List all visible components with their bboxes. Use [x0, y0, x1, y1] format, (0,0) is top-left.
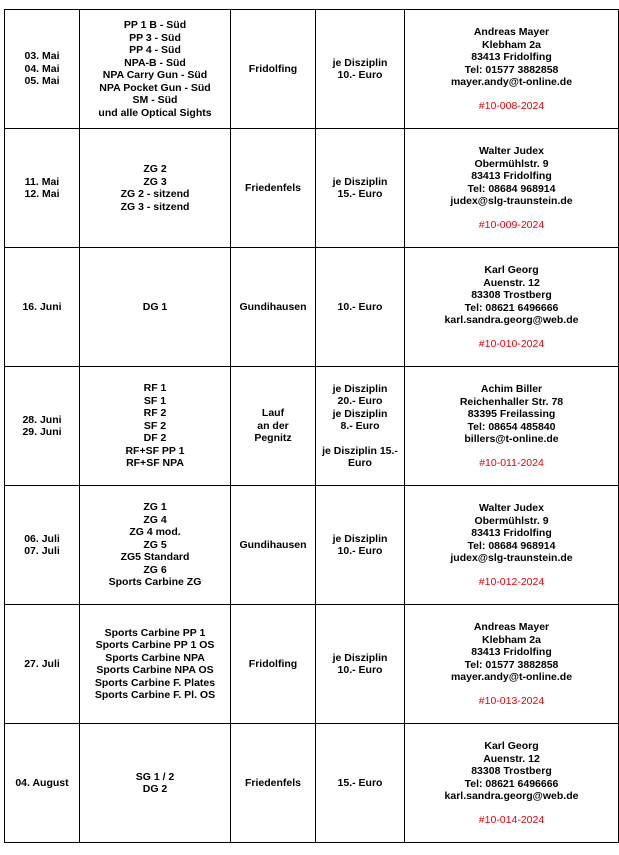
contact-line: Klebham 2a: [482, 38, 541, 51]
date-cell: [5, 724, 80, 843]
discipline-line: ZG 2 - sitzend: [120, 188, 190, 200]
location-cell: [231, 10, 316, 129]
discipline-line: RF 2: [143, 407, 167, 420]
event-code: #10-012-2024: [478, 575, 545, 588]
contact-line: Reichenhaller Str. 78: [459, 395, 564, 408]
contact-cell: [405, 486, 619, 605]
contact-line: 83413 Fridolfing: [471, 646, 552, 658]
location-line: Fridolfing: [248, 62, 298, 75]
cost-cell: [316, 605, 405, 724]
discipline-line: ZG 5: [143, 538, 167, 551]
date-line: 06. Juli: [24, 532, 60, 545]
date-line: 28. Juni: [22, 413, 62, 426]
contact-line: Auenstr. 12: [483, 752, 540, 765]
discipline-line: NPA Carry Gun - Süd: [102, 69, 208, 81]
discipline-line: Sports Carbine NPA OS: [96, 664, 214, 676]
contact-line[interactable]: judex@slg-traunstein.de: [450, 552, 573, 564]
discipline-line: DG 2: [142, 783, 168, 795]
cost-line: 20.- Euro: [337, 395, 383, 407]
location-cell: [231, 129, 316, 248]
discipline-line: Sports Carbine PP 1: [104, 626, 206, 639]
table-row: [5, 724, 619, 843]
discipline-line: Sports Carbine ZG: [108, 576, 202, 589]
event-code: #10-011-2024: [479, 456, 544, 469]
discipline-line: ZG 4 mod.: [129, 526, 181, 539]
contact-line: Andreas Mayer: [473, 26, 550, 38]
contact-line: 83395 Freilassing: [467, 408, 556, 420]
contact-cell: [405, 605, 619, 724]
date-line: 04. August: [15, 776, 69, 789]
date-line: 03. Mai: [24, 50, 60, 63]
cost-line: 15.- Euro: [337, 188, 383, 200]
date-line: 04. Mai: [24, 62, 60, 75]
date-line: 29. Juni: [22, 426, 62, 438]
event-code: #10-010-2024: [478, 337, 545, 350]
location-cell: [231, 367, 316, 486]
contact-line: Tel: 08621 6496666: [464, 301, 559, 314]
contact-cell: [405, 248, 619, 367]
cost-line: 8.- Euro: [340, 420, 380, 432]
contact-line: Klebham 2a: [482, 633, 541, 646]
cost-line: je Disziplin: [332, 407, 388, 420]
table-row: [5, 486, 619, 605]
cost-line: 10.- Euro: [337, 300, 383, 313]
location-line: Pegnitz: [254, 432, 292, 445]
date-cell: [5, 605, 80, 724]
contact-line: Andreas Mayer: [473, 621, 550, 633]
table-row: [5, 605, 619, 724]
discipline-line: DG 1: [142, 300, 168, 313]
cost-line: 10.- Euro: [337, 545, 383, 557]
contact-line: Tel: 08684 968914: [467, 539, 556, 552]
discipline-line: SF 1: [143, 394, 167, 407]
contact-line: Walter Judex: [479, 502, 544, 514]
discipline-line: ZG 2: [143, 163, 167, 175]
discipline-cell: [80, 605, 231, 724]
contact-line: Karl Georg: [484, 264, 539, 276]
location-cell: [231, 724, 316, 843]
cost-cell: [316, 367, 405, 486]
discipline-cell: [80, 129, 231, 248]
cost-line: je Disziplin: [332, 532, 388, 545]
competition-schedule-table: [4, 9, 619, 843]
discipline-line: PP 3 - Süd: [129, 31, 181, 44]
contact-line: Tel: 01577 3882858: [464, 63, 559, 76]
discipline-cell: [80, 724, 231, 843]
date-cell: [5, 129, 80, 248]
location-cell: [231, 486, 316, 605]
date-cell: [5, 486, 80, 605]
discipline-cell: [80, 486, 231, 605]
cost-line: je Disziplin: [332, 175, 388, 188]
discipline-line: ZG 3: [143, 175, 167, 188]
contact-line: Tel: 08684 968914: [467, 182, 556, 195]
location-line: Friedenfels: [244, 181, 302, 194]
date-cell: [5, 10, 80, 129]
discipline-line: ZG 4: [143, 513, 167, 526]
contact-line: 83413 Fridolfing: [471, 527, 552, 539]
event-code: #10-013-2024: [478, 694, 545, 707]
discipline-line: Sports Carbine F. Plates: [94, 676, 216, 689]
discipline-line: NPA Pocket Gun - Süd: [99, 81, 211, 94]
discipline-line: PP 4 - Süd: [129, 44, 181, 56]
cost-line: je Disziplin: [332, 651, 388, 664]
discipline-line: RF 1: [143, 382, 167, 395]
discipline-line: Sports Carbine NPA: [105, 651, 205, 664]
cost-cell: [316, 248, 405, 367]
contact-line: Achim Biller: [480, 383, 543, 395]
discipline-line: und alle Optical Sights: [98, 106, 212, 119]
table-row: [5, 248, 619, 367]
discipline-line: RF+SF NPA: [126, 457, 184, 470]
table-row: [5, 367, 619, 486]
discipline-cell: [80, 248, 231, 367]
cost-line: je Disziplin: [332, 382, 388, 395]
cost-line: je Disziplin 15.-: [322, 444, 398, 457]
discipline-line: Sports Carbine F. Pl. OS: [94, 689, 216, 701]
contact-line[interactable]: mayer.andy@t-online.de: [450, 76, 573, 88]
contact-line: Tel: 01577 3882858: [464, 658, 559, 671]
contact-cell: [405, 367, 619, 486]
event-code: #10-009-2024: [478, 218, 545, 231]
contact-line: Obermühlstr. 9: [474, 157, 549, 170]
contact-line: Tel: 08621 6496666: [464, 777, 559, 790]
discipline-line: ZG5 Standard: [120, 551, 190, 564]
cost-line: Euro: [348, 457, 372, 469]
date-line: 16. Juni: [22, 300, 62, 313]
cost-line: 10.- Euro: [337, 69, 383, 81]
cost-cell: [316, 486, 405, 605]
cost-cell: [316, 129, 405, 248]
location-line: Gundihausen: [239, 300, 307, 313]
date-line: 27. Juli: [24, 657, 60, 670]
location-line: an der: [257, 419, 289, 432]
location-line: Gundihausen: [239, 538, 307, 551]
discipline-line: SG 1 / 2: [135, 770, 175, 783]
discipline-line: DF 2: [143, 432, 167, 445]
discipline-line: SM - Süd: [132, 94, 178, 106]
discipline-line: NPA-B - Süd: [124, 56, 186, 69]
contact-line[interactable]: mayer.andy@t-online.de: [450, 671, 573, 683]
contact-cell: [405, 129, 619, 248]
contact-line[interactable]: karl.sandra.georg@web.de: [444, 790, 579, 802]
cost-line: je Disziplin: [332, 56, 388, 69]
contact-line[interactable]: karl.sandra.georg@web.de: [444, 314, 579, 326]
contact-line: Karl Georg: [484, 740, 539, 752]
contact-line: Obermühlstr. 9: [474, 514, 549, 527]
cost-line: 15.- Euro: [337, 776, 383, 789]
location-line: Fridolfing: [248, 657, 298, 670]
location-cell: [231, 605, 316, 724]
discipline-line: RF+SF PP 1: [125, 444, 185, 457]
date-cell: [5, 367, 80, 486]
date-line: 07. Juli: [24, 545, 60, 557]
discipline-line: PP 1 B - Süd: [123, 19, 187, 31]
table-row: [5, 129, 619, 248]
location-line: Friedenfels: [244, 776, 302, 789]
cost-cell: [316, 724, 405, 843]
event-code: #10-008-2024: [478, 99, 545, 112]
discipline-line: SF 2: [143, 419, 167, 432]
event-code: #10-014-2024: [478, 813, 545, 826]
location-line: Lauf: [261, 407, 285, 420]
cost-cell: [316, 10, 405, 129]
contact-line: 83413 Fridolfing: [471, 51, 552, 63]
date-line: 12. Mai: [24, 188, 60, 200]
discipline-cell: [80, 10, 231, 129]
contact-cell: [405, 10, 619, 129]
date-line: 05. Mai: [24, 75, 60, 88]
location-cell: [231, 248, 316, 367]
table-row: [5, 10, 619, 129]
contact-line: 83308 Trostberg: [471, 765, 552, 777]
cost-line: 10.- Euro: [337, 664, 383, 676]
cost-line: [316, 433, 404, 445]
contact-line[interactable]: billers@t-online.de: [464, 433, 559, 445]
contact-line: Tel: 08654 485840: [467, 420, 556, 433]
date-line: 11. Mai: [24, 175, 60, 188]
discipline-line: ZG 1: [143, 501, 167, 514]
discipline-line: ZG 3 - sitzend: [120, 200, 190, 213]
contact-line: 83308 Trostberg: [471, 289, 552, 301]
discipline-line: Sports Carbine PP 1 OS: [95, 639, 215, 651]
contact-line: Auenstr. 12: [483, 276, 540, 289]
discipline-cell: [80, 367, 231, 486]
date-cell: [5, 248, 80, 367]
contact-line[interactable]: judex@slg-traunstein.de: [450, 195, 573, 207]
contact-line: 83413 Fridolfing: [471, 170, 552, 182]
discipline-line: ZG 6: [143, 563, 167, 576]
contact-cell: [405, 724, 619, 843]
contact-line: Walter Judex: [479, 145, 544, 157]
